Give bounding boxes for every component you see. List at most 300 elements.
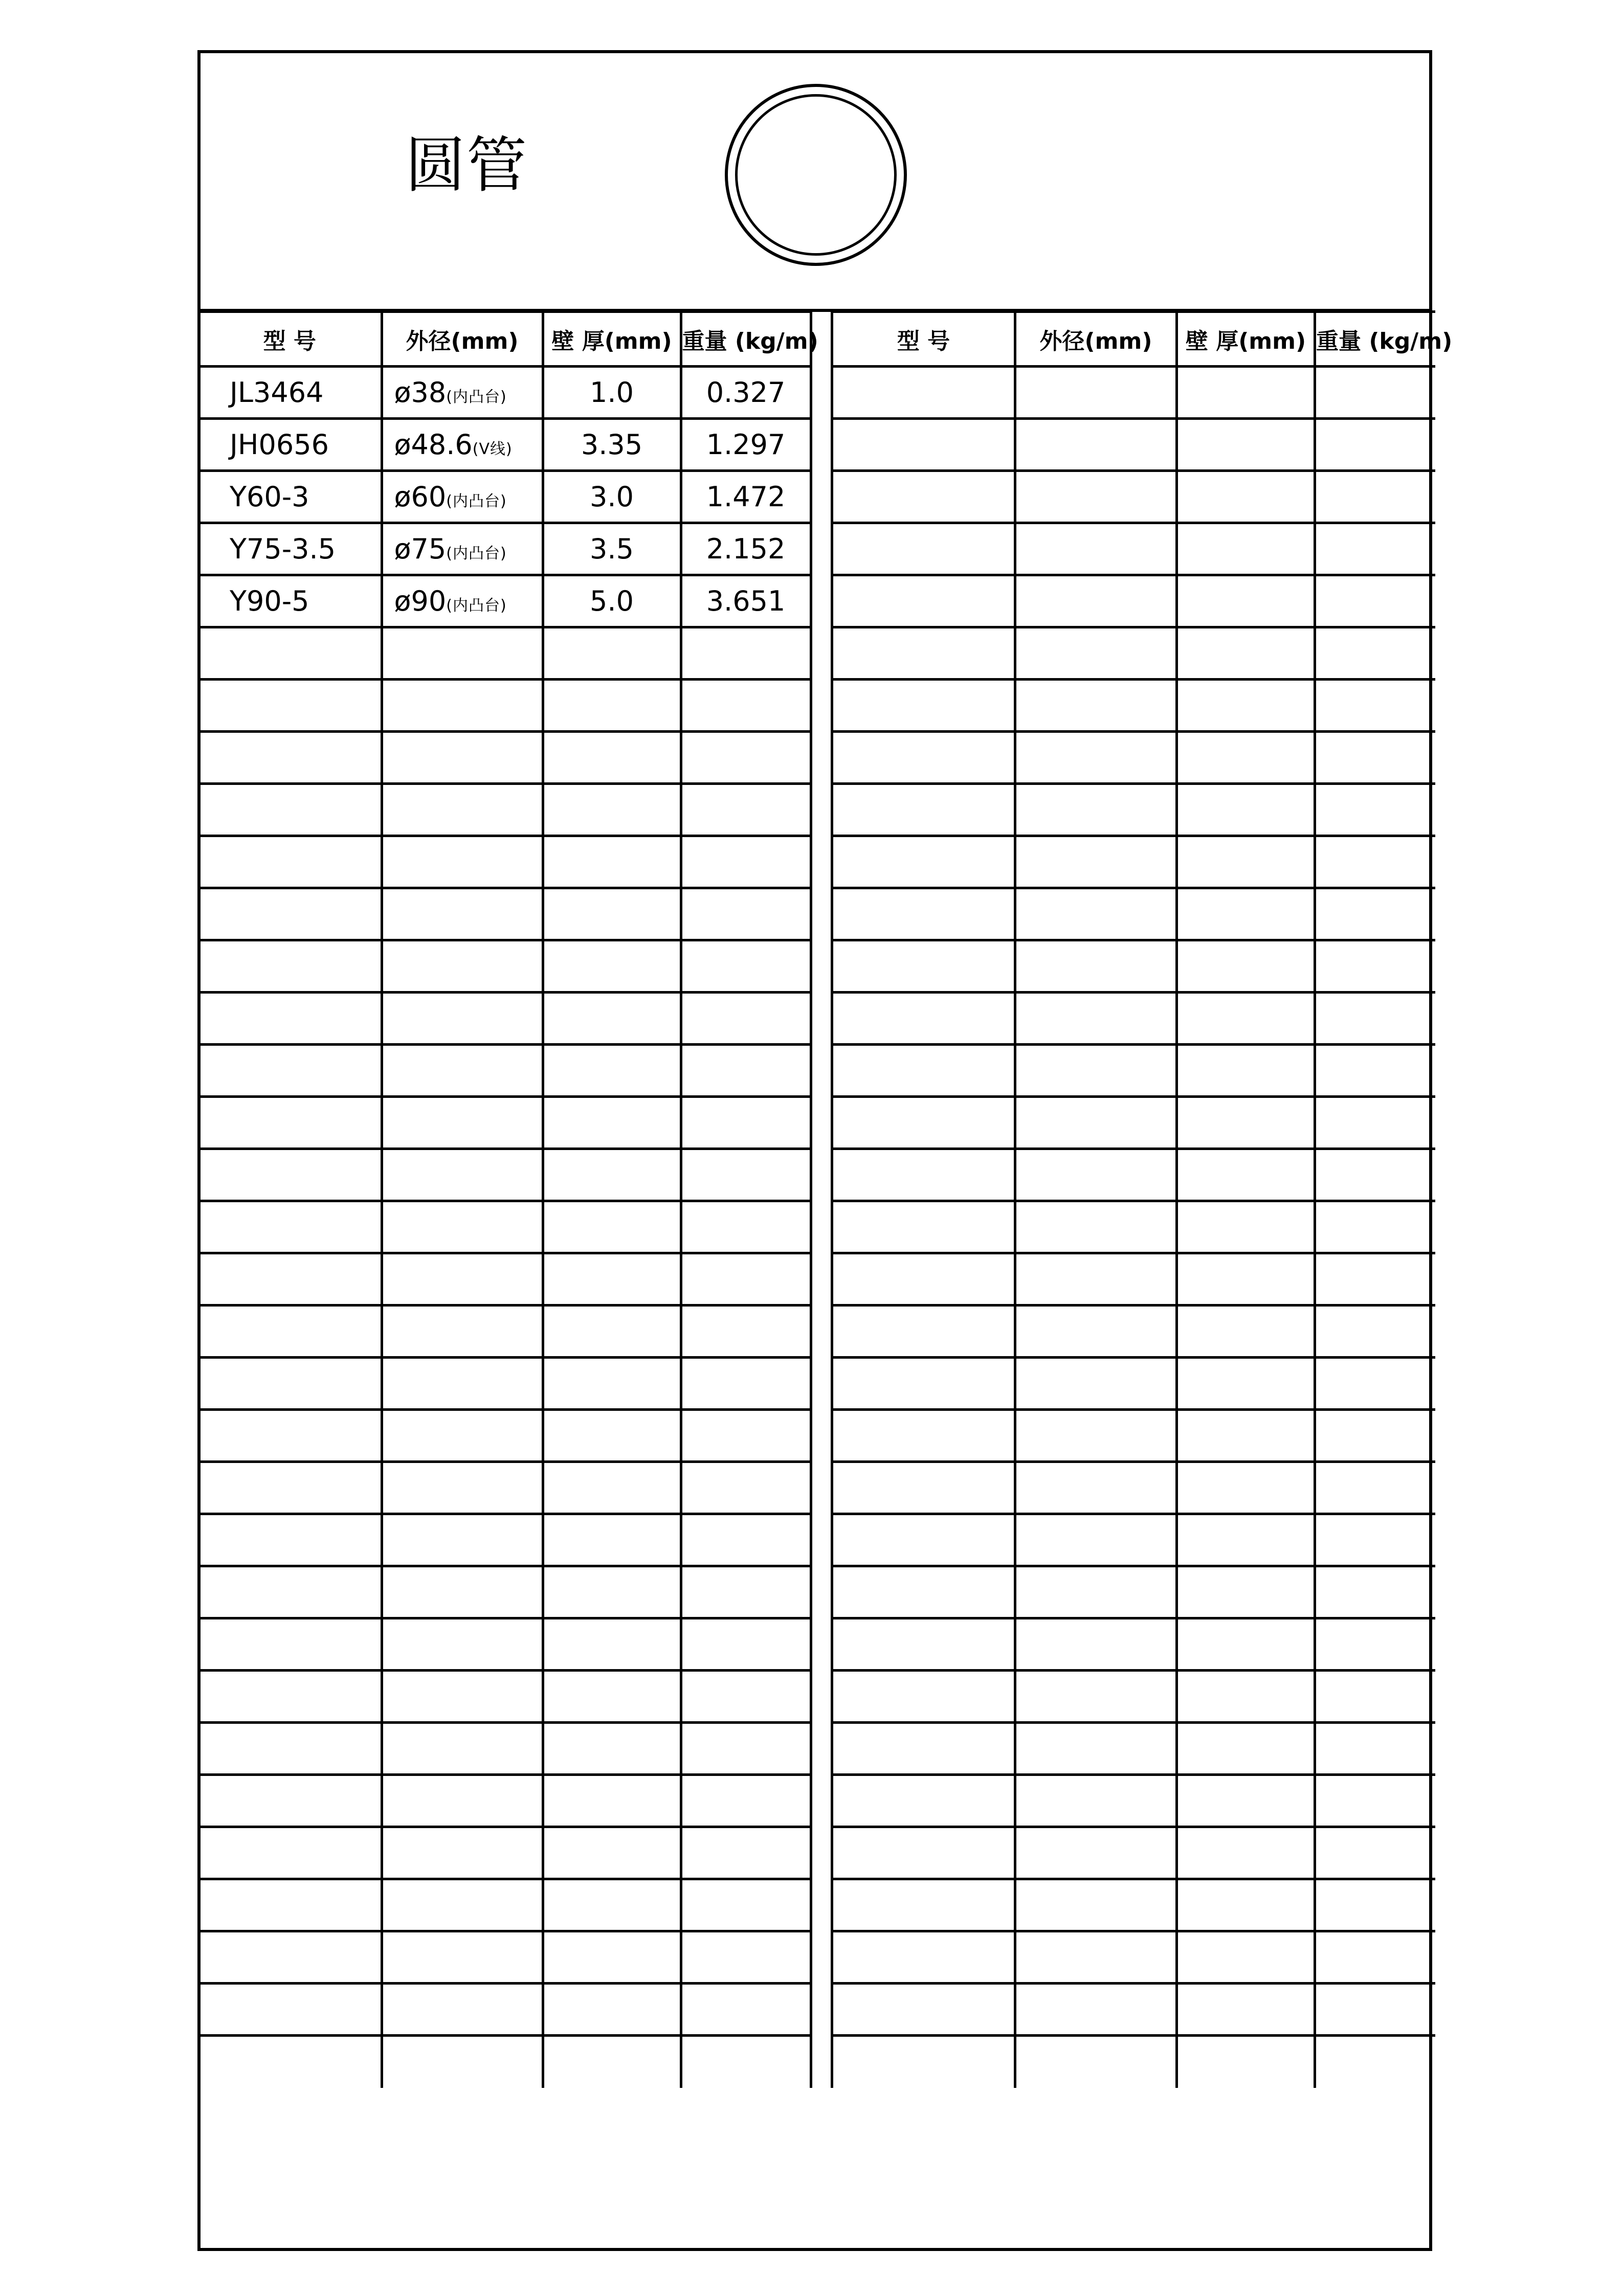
cell-weight [681, 1358, 811, 1410]
cell-wall-thickness [543, 1305, 681, 1358]
cell-outer-diameter [1015, 1358, 1177, 1410]
table-row [832, 1879, 1435, 1931]
cell-outer-diameter [382, 1618, 543, 1671]
cell-wall-thickness [543, 1827, 681, 1879]
cell-model [832, 367, 1015, 419]
cell-wall-thickness [1177, 1045, 1315, 1097]
cell-wall-thickness [1177, 1410, 1315, 1462]
cell-wall-thickness: 5.0 [543, 575, 681, 627]
cell-outer-diameter [382, 1201, 543, 1253]
cell-outer-diameter [1015, 1305, 1177, 1358]
cell-model [832, 1149, 1015, 1201]
cell-weight [681, 680, 811, 732]
table-row [199, 940, 811, 993]
cell-model [832, 836, 1015, 888]
cell-weight [681, 1618, 811, 1671]
diameter-note: (内凸台) [446, 492, 507, 510]
cell-outer-diameter [1015, 627, 1177, 680]
cell-wall-thickness [1177, 1931, 1315, 1984]
table-row [832, 367, 1435, 419]
cell-weight [1315, 2036, 1435, 2088]
cell-weight [681, 1201, 811, 1253]
cell-weight: 1.472 [681, 471, 811, 523]
cell-model [832, 993, 1015, 1045]
header-outer-diameter: 外径(mm) [382, 312, 543, 367]
table-row [199, 1410, 811, 1462]
table-row [199, 1618, 811, 1671]
cell-weight [1315, 1149, 1435, 1201]
cell-model [199, 1305, 382, 1358]
cell-outer-diameter [382, 1097, 543, 1149]
cell-weight [681, 836, 811, 888]
cell-weight [681, 1149, 811, 1201]
table-row [199, 1201, 811, 1253]
cell-wall-thickness [1177, 1566, 1315, 1618]
cell-model [832, 1201, 1015, 1253]
diameter-value: ø90 [394, 585, 447, 617]
cell-outer-diameter [382, 367, 543, 419]
cell-weight [1315, 1097, 1435, 1149]
table-row [832, 1984, 1435, 2036]
cell-model [832, 1514, 1015, 1566]
cell-outer-diameter [1015, 940, 1177, 993]
cell-outer-diameter [382, 1358, 543, 1410]
cell-wall-thickness [1177, 2036, 1315, 2088]
table-row [832, 1775, 1435, 1827]
cell-model: JL3464 [199, 367, 382, 419]
spec-sheet [197, 50, 1453, 2251]
cell-model [199, 940, 382, 993]
cell-weight [1315, 1462, 1435, 1514]
table-row [199, 1514, 811, 1566]
cell-weight [1315, 1201, 1435, 1253]
diameter-note: (内凸台) [446, 388, 507, 406]
cell-weight [681, 1045, 811, 1097]
table-row [199, 523, 811, 575]
cell-outer-diameter [1015, 1410, 1177, 1462]
cell-outer-diameter [1015, 419, 1177, 471]
cell-weight: 2.152 [681, 523, 811, 575]
cell-model [832, 523, 1015, 575]
cell-wall-thickness [1177, 993, 1315, 1045]
round-tube-icon [725, 84, 907, 266]
cell-weight [1315, 836, 1435, 888]
cell-model [832, 732, 1015, 784]
cell-model [832, 1097, 1015, 1149]
table-row [199, 367, 811, 419]
cell-model [199, 732, 382, 784]
cell-weight [1315, 888, 1435, 940]
cell-weight [681, 888, 811, 940]
cell-outer-diameter [1015, 1827, 1177, 1879]
cell-wall-thickness [1177, 1827, 1315, 1879]
cell-model [199, 836, 382, 888]
cell-wall-thickness [1177, 367, 1315, 419]
table-row [832, 1201, 1435, 1253]
cell-wall-thickness [1177, 888, 1315, 940]
cell-wall-thickness [543, 1566, 681, 1618]
cell-model [832, 471, 1015, 523]
header-weight: 重量 (kg/m) [681, 312, 811, 367]
diameter-value: ø48.6 [394, 429, 473, 461]
cell-model [199, 993, 382, 1045]
diameter-value: ø38 [394, 376, 447, 409]
cell-model [832, 940, 1015, 993]
cell-wall-thickness [543, 1514, 681, 1566]
cell-weight [1315, 1984, 1435, 2036]
cell-model [832, 1671, 1015, 1723]
cell-model [832, 1775, 1015, 1827]
cell-outer-diameter [382, 1775, 543, 1827]
cell-weight [1315, 575, 1435, 627]
cell-wall-thickness: 3.5 [543, 523, 681, 575]
cell-model [199, 1984, 382, 2036]
cell-weight [681, 1514, 811, 1566]
cell-wall-thickness [1177, 836, 1315, 888]
table-row [832, 993, 1435, 1045]
cell-weight [681, 784, 811, 836]
cell-weight [1315, 1775, 1435, 1827]
cell-weight [1315, 1931, 1435, 1984]
table-row [832, 575, 1435, 627]
diameter-value: ø60 [394, 481, 447, 513]
cell-outer-diameter [382, 836, 543, 888]
table-row [199, 627, 811, 680]
table-row [199, 1045, 811, 1097]
cell-weight [1315, 1671, 1435, 1723]
cell-weight [1315, 732, 1435, 784]
table-row [832, 1514, 1435, 1566]
table-row [199, 471, 811, 523]
cell-outer-diameter [1015, 1566, 1177, 1618]
diameter-value: ø75 [394, 533, 447, 565]
cell-outer-diameter [382, 1879, 543, 1931]
table-row [832, 1671, 1435, 1723]
cell-model [199, 1410, 382, 1462]
cell-model [199, 680, 382, 732]
cell-weight [1315, 1566, 1435, 1618]
header-outer-diameter: 外径(mm) [1015, 312, 1177, 367]
cell-model [199, 1566, 382, 1618]
table-row [199, 1827, 811, 1879]
cell-outer-diameter [382, 784, 543, 836]
table-row [199, 1253, 811, 1305]
cell-outer-diameter [1015, 1984, 1177, 2036]
table-row [199, 1566, 811, 1618]
table-row [832, 2036, 1435, 2088]
cell-weight [1315, 419, 1435, 471]
cell-outer-diameter [1015, 523, 1177, 575]
cell-wall-thickness [1177, 1879, 1315, 1931]
cell-wall-thickness [1177, 680, 1315, 732]
table-row [199, 732, 811, 784]
header-wall-thickness: 壁 厚(mm) [1177, 312, 1315, 367]
cell-wall-thickness [1177, 627, 1315, 680]
table-row [199, 888, 811, 940]
cell-weight [681, 1775, 811, 1827]
table-row [832, 1723, 1435, 1775]
cell-wall-thickness [543, 1984, 681, 2036]
cell-outer-diameter [1015, 1462, 1177, 1514]
cell-wall-thickness [543, 1410, 681, 1462]
cell-model [832, 784, 1015, 836]
cell-wall-thickness [1177, 1775, 1315, 1827]
cell-model: Y60-3 [199, 471, 382, 523]
cell-outer-diameter [382, 888, 543, 940]
table-row [832, 940, 1435, 993]
cell-wall-thickness [543, 1253, 681, 1305]
table-row [832, 419, 1435, 471]
cell-model [199, 1045, 382, 1097]
cell-model [199, 1775, 382, 1827]
table-row [199, 836, 811, 888]
cell-wall-thickness [1177, 1671, 1315, 1723]
table-row [832, 1253, 1435, 1305]
cell-weight [681, 1984, 811, 2036]
table-row [199, 2036, 811, 2088]
cell-model [832, 1305, 1015, 1358]
cell-model [832, 1358, 1015, 1410]
cell-wall-thickness: 3.0 [543, 471, 681, 523]
cell-weight [1315, 1514, 1435, 1566]
cell-model [199, 2036, 382, 2088]
cell-model [832, 2036, 1015, 2088]
cell-outer-diameter [382, 1827, 543, 1879]
cell-outer-diameter [1015, 1931, 1177, 1984]
cell-wall-thickness [1177, 1618, 1315, 1671]
cell-wall-thickness [543, 1775, 681, 1827]
cell-model [199, 1671, 382, 1723]
cell-model [199, 1149, 382, 1201]
cell-weight [681, 1462, 811, 1514]
table-row [199, 419, 811, 471]
cell-wall-thickness [543, 1723, 681, 1775]
cell-outer-diameter [1015, 1618, 1177, 1671]
cell-model [199, 1462, 382, 1514]
cell-model [832, 680, 1015, 732]
cell-weight [1315, 1723, 1435, 1775]
table-row [832, 523, 1435, 575]
table-row [832, 1358, 1435, 1410]
cell-outer-diameter [1015, 888, 1177, 940]
cell-weight [681, 1671, 811, 1723]
cell-model [832, 627, 1015, 680]
cell-model [199, 784, 382, 836]
cell-wall-thickness [543, 1097, 681, 1149]
diameter-note: (内凸台) [446, 597, 507, 615]
table-header-row [832, 312, 1435, 367]
cell-outer-diameter [382, 680, 543, 732]
cell-wall-thickness [543, 1618, 681, 1671]
cell-wall-thickness [1177, 419, 1315, 471]
cell-wall-thickness [543, 680, 681, 732]
table-row [832, 784, 1435, 836]
cell-outer-diameter [1015, 575, 1177, 627]
cell-model [199, 1618, 382, 1671]
cell-wall-thickness [543, 627, 681, 680]
table-row [832, 627, 1435, 680]
cell-wall-thickness: 1.0 [543, 367, 681, 419]
table-row [199, 1723, 811, 1775]
cell-weight [681, 1827, 811, 1879]
cell-wall-thickness [1177, 1149, 1315, 1201]
cell-weight [681, 1566, 811, 1618]
spec-table-right [831, 310, 1453, 2088]
cell-wall-thickness [543, 1462, 681, 1514]
cell-model [832, 1253, 1015, 1305]
cell-outer-diameter [1015, 1045, 1177, 1097]
cell-weight [1315, 940, 1435, 993]
cell-weight [1315, 523, 1435, 575]
cell-wall-thickness [543, 888, 681, 940]
cell-weight [681, 1931, 811, 1984]
cell-wall-thickness [543, 1045, 681, 1097]
cell-outer-diameter [1015, 1514, 1177, 1566]
cell-weight [1315, 1358, 1435, 1410]
cell-weight: 1.297 [681, 419, 811, 471]
cell-wall-thickness [1177, 1097, 1315, 1149]
cell-outer-diameter [1015, 367, 1177, 419]
cell-outer-diameter [1015, 471, 1177, 523]
cell-wall-thickness [543, 1931, 681, 1984]
cell-model [832, 1462, 1015, 1514]
cell-model [832, 1566, 1015, 1618]
cell-wall-thickness [1177, 471, 1315, 523]
table-row [199, 575, 811, 627]
cell-model [199, 627, 382, 680]
table-row [832, 1618, 1435, 1671]
cell-outer-diameter [1015, 1149, 1177, 1201]
cell-outer-diameter [1015, 1671, 1177, 1723]
cell-wall-thickness: 3.35 [543, 419, 681, 471]
table-row [832, 1566, 1435, 1618]
cell-wall-thickness [543, 1671, 681, 1723]
cell-model [832, 1931, 1015, 1984]
cell-weight: 0.327 [681, 367, 811, 419]
diameter-note: (内凸台) [446, 545, 507, 562]
table-row [832, 1045, 1435, 1097]
table-row [832, 1410, 1435, 1462]
cell-model [199, 1879, 382, 1931]
cell-weight [681, 1723, 811, 1775]
cell-wall-thickness [1177, 1462, 1315, 1514]
page-title: 圆管 [405, 130, 528, 200]
cell-wall-thickness [543, 836, 681, 888]
cell-weight [1315, 993, 1435, 1045]
cell-outer-diameter [382, 1045, 543, 1097]
cell-weight [681, 732, 811, 784]
header-weight: 重量 (kg/m) [1315, 312, 1435, 367]
table-row [832, 836, 1435, 888]
cell-model [199, 1253, 382, 1305]
cell-wall-thickness [543, 784, 681, 836]
table-header-row [199, 312, 811, 367]
cell-outer-diameter [382, 1566, 543, 1618]
cell-wall-thickness [1177, 784, 1315, 836]
cell-wall-thickness [1177, 575, 1315, 627]
cell-model [199, 1097, 382, 1149]
table-row [832, 1462, 1435, 1514]
cell-model [832, 1827, 1015, 1879]
cell-model [832, 1410, 1015, 1462]
cell-wall-thickness [1177, 1984, 1315, 2036]
cell-weight [681, 627, 811, 680]
table-row [832, 1305, 1435, 1358]
cell-model [199, 1723, 382, 1775]
cell-model: JH0656 [199, 419, 382, 471]
cell-wall-thickness [543, 1149, 681, 1201]
cell-weight [681, 1410, 811, 1462]
cell-outer-diameter [1015, 836, 1177, 888]
table-row [832, 471, 1435, 523]
cell-outer-diameter [382, 471, 543, 523]
cell-wall-thickness [543, 2036, 681, 2088]
table-row [199, 1305, 811, 1358]
table-row [199, 1984, 811, 2036]
table-row [199, 1879, 811, 1931]
cell-model [832, 1618, 1015, 1671]
cell-outer-diameter [382, 575, 543, 627]
cell-weight [681, 1097, 811, 1149]
cell-outer-diameter [382, 2036, 543, 2088]
cell-outer-diameter [382, 1253, 543, 1305]
cell-model [832, 1045, 1015, 1097]
table-row [199, 1358, 811, 1410]
cell-wall-thickness [1177, 940, 1315, 993]
cell-model: Y75-3.5 [199, 523, 382, 575]
table-row [199, 784, 811, 836]
cell-weight [1315, 1879, 1435, 1931]
cell-model [199, 1201, 382, 1253]
table-row [832, 1149, 1435, 1201]
header-model: 型 号 [832, 312, 1015, 367]
cell-wall-thickness [1177, 523, 1315, 575]
cell-weight [1315, 1045, 1435, 1097]
table-row [199, 1775, 811, 1827]
cell-weight [1315, 784, 1435, 836]
table-row [832, 1097, 1435, 1149]
header-model: 型 号 [199, 312, 382, 367]
cell-weight [1315, 1410, 1435, 1462]
cell-weight [681, 1879, 811, 1931]
cell-outer-diameter [382, 419, 543, 471]
cell-outer-diameter [382, 1671, 543, 1723]
cell-weight [1315, 680, 1435, 732]
cell-outer-diameter [382, 732, 543, 784]
cell-weight [1315, 1305, 1435, 1358]
cell-outer-diameter [1015, 680, 1177, 732]
cell-model [832, 1879, 1015, 1931]
cell-weight [1315, 471, 1435, 523]
table-row [199, 1097, 811, 1149]
cell-wall-thickness [1177, 1253, 1315, 1305]
cell-weight [681, 1253, 811, 1305]
cell-model [832, 419, 1015, 471]
cell-wall-thickness [543, 732, 681, 784]
table-row [199, 680, 811, 732]
diameter-note: (V线) [472, 440, 513, 458]
cell-outer-diameter [382, 993, 543, 1045]
cell-outer-diameter [382, 1984, 543, 2036]
cell-outer-diameter [1015, 732, 1177, 784]
cell-outer-diameter [382, 1410, 543, 1462]
cell-wall-thickness [543, 1358, 681, 1410]
cell-outer-diameter [1015, 993, 1177, 1045]
cell-model [199, 1514, 382, 1566]
cell-outer-diameter [1015, 1253, 1177, 1305]
table-row [832, 888, 1435, 940]
cell-outer-diameter [382, 1514, 543, 1566]
